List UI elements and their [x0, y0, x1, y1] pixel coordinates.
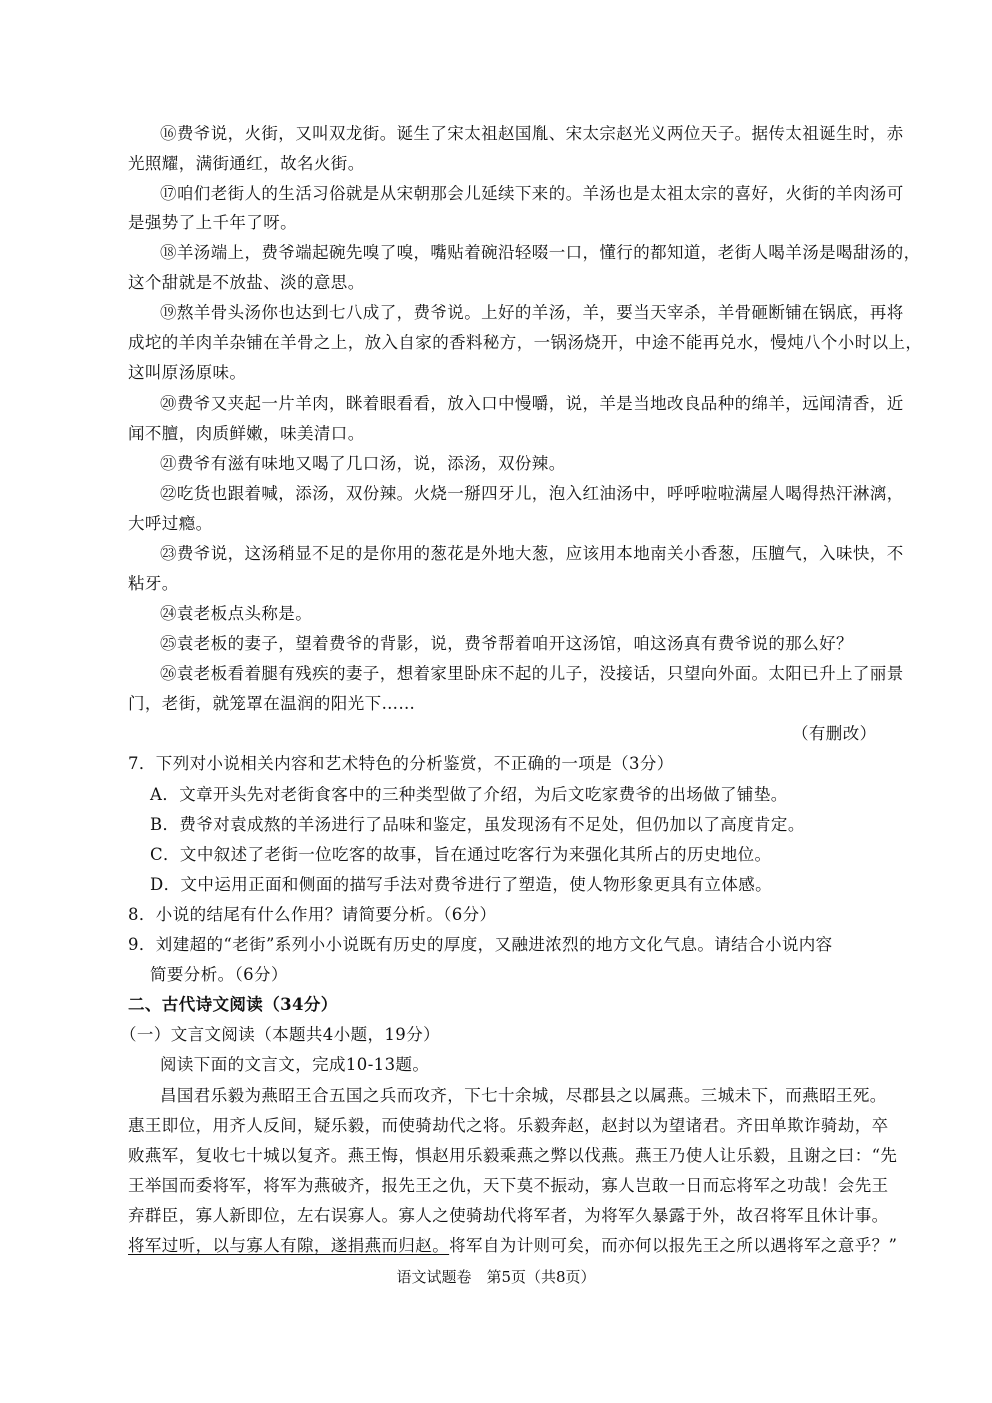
q8-stem: 8．小说的结尾有什么作用？请简要分析。（6分） [128, 905, 497, 924]
q7-option-a: A．文章开头先对老街食客中的三种类型做了介绍，为后文吃家费爷的出场做了铺垫。 [150, 785, 788, 804]
p22-line2: 大呼过瘾。 [128, 514, 213, 533]
p17-line2: 是强势了上千年了呀。 [128, 213, 297, 232]
passage-line6 [128, 1236, 897, 1256]
passage-line4: 王举国而委将军，将军为燕破齐，报先王之仇，天下莫不振动，寡人岂敢一日而忘将军之功哉！会先王 [128, 1176, 889, 1195]
underlined-sentence: 将军过听，以与寡人有隙，遂捐燕而归赵。 [128, 1236, 450, 1255]
p22-line1: ㉒吃货也跟着喊，添汤，双份辣。火烧一掰四牙儿，泡入红油汤中，呼呼啦啦满屋人喝得热汗淋漓， [160, 484, 904, 503]
q9-line1: 9．刘建超的“老街”系列小小说既有历史的厚度，又融进浓烈的地方文化气息。请结合小说内容 [128, 935, 833, 954]
p17-line1: ⑰咱们老街人的生活习俗就是从宋朝那会儿延续下来的。羊汤也是太祖太宗的喜好，火街的羊肉汤可 [160, 184, 904, 203]
passage-line3: 败燕军，复收七十城以复齐。燕王悔，惧赵用乐毅乘燕之弊以伐燕。燕王乃使人让乐毅，且谢之曰：“先 [128, 1146, 898, 1165]
p25-line1: ㉕袁老板的妻子，望着费爷的背影，说，费爷帮着咱开这汤馆，咱这汤真有费爷说的那么好？ [160, 634, 853, 653]
p19-line2: 成坨的羊肉羊杂铺在羊骨之上，放入自家的香料秘方，一锅汤烧开，中途不能再兑水，慢炖八个小时以上， [128, 333, 923, 352]
passage-line5: 弃群臣，寡人新即位，左右误寡人。寡人之使骑劫代将军者，为将军久暴露于外，故召将军且休计事。 [128, 1206, 889, 1225]
p16-line1: ⑯费爷说，火街，又叫双龙街。诞生了宋太祖赵国胤、宋太宗赵光义两位天子。据传太祖诞生时，赤 [160, 124, 904, 143]
p19-line3: 这叫原汤原味。 [128, 363, 247, 382]
page-footer: 语文试题卷 第5页（共8页） [396, 1268, 596, 1286]
p23-line1: ㉓费爷说，这汤稍显不足的是你用的葱花是外地大葱，应该用本地南关小香葱，压膻气，入味快，不 [160, 544, 904, 563]
q9-line2: 简要分析。（6分） [150, 965, 288, 984]
p23-line2: 粘牙。 [128, 574, 179, 593]
p26-line2: 门，老街，就笼罩在温润的阳光下…… [128, 694, 416, 713]
p21-line1: ㉑费爷有滋有味地又喝了几口汤，说，添汤，双份辣。 [160, 454, 566, 473]
p20-line1: ⑳费爷又夹起一片羊肉，眯着眼看看，放入口中慢嚼，说，羊是当地改良品种的绵羊，远闻清香，近 [160, 394, 904, 413]
p24-line1: ㉔袁老板点头称是。 [160, 604, 313, 623]
passage-line1: 昌国君乐毅为燕昭王合五国之兵而攻齐，下七十余城，尽郡县之以属燕。三城未下，而燕昭王死。 [160, 1086, 887, 1105]
passage-line2: 惠王即位，用齐人反间，疑乐毅，而使骑劫代之将。乐毅奔赵，赵封以为望诸君。齐田单欺诈骑劫，卒 [128, 1116, 889, 1135]
section-title: 二、古代诗文阅读（34分） [128, 995, 338, 1014]
p19-line1: ⑲熬羊骨头汤你也达到七八成了，费爷说。上好的羊汤，羊，要当天宰杀，羊骨砸断铺在锅底，再将 [160, 303, 904, 322]
reading-instruction: 阅读下面的文言文，完成10-13题。 [160, 1055, 430, 1074]
subsection-title: （一）文言文阅读（本题共4小题，19分） [120, 1025, 440, 1044]
p20-line2: 闻不膻，肉质鲜嫩，味美清口。 [128, 424, 365, 443]
passage-line6-rest: 将军自为计则可矣，而亦何以报先王之所以遇将军之意乎？” [449, 1236, 898, 1255]
q7-option-c: C．文中叙述了老街一位吃客的故事，旨在通过吃客行为来强化其所占的历史地位。 [150, 845, 772, 864]
p16-line2: 光照耀，满街通红，故名火街。 [128, 154, 365, 173]
q7-option-d: D．文中运用正面和侧面的描写手法对费爷进行了塑造，使人物形象更具有立体感。 [150, 875, 773, 894]
p18-line2: 这个甜就是不放盐、淡的意思。 [128, 273, 365, 292]
edit-note: （有删改） [792, 724, 877, 743]
q7-option-b: B．费爷对袁成熬的羊汤进行了品味和鉴定，虽发现汤有不足处，但仍加以了高度肯定。 [150, 815, 805, 834]
p26-line1: ㉖袁老板看着腿有残疾的妻子，想着家里卧床不起的儿子，没接话，只望向外面。太阳已升上了丽景 [160, 664, 904, 683]
q7-stem: 7．下列对小说相关内容和艺术特色的分析鉴赏，不正确的一项是（3分） [128, 754, 674, 773]
p18-line1: ⑱羊汤端上，费爷端起碗先嗅了嗅，嘴贴着碗沿轻啜一口，懂行的都知道，老街人喝羊汤是喝甜汤的， [160, 243, 921, 262]
